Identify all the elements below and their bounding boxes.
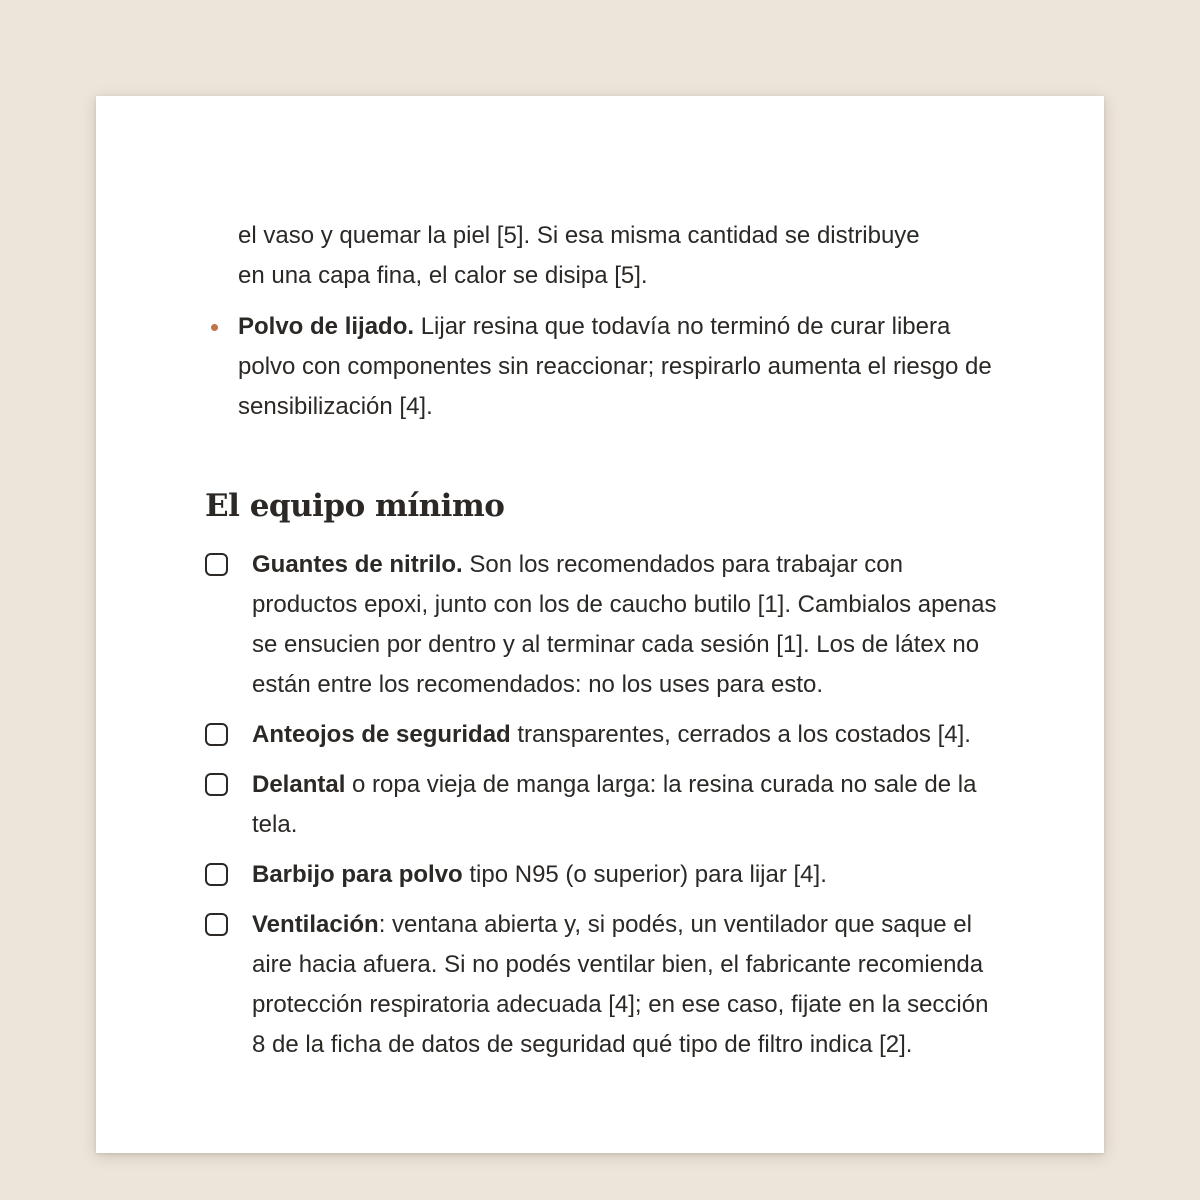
equipment-checklist: [205, 545, 1005, 1065]
checkbox[interactable]: [205, 553, 228, 576]
document-page: [96, 96, 1104, 1153]
checklist-item-title: Anteojos de seguridad: [252, 721, 511, 748]
checkbox[interactable]: [205, 863, 228, 886]
checkbox[interactable]: [205, 913, 228, 936]
checkbox[interactable]: [205, 773, 228, 796]
checklist-item-delantal: [205, 765, 1005, 845]
checklist-item-text: transparentes, cerrados a los costados [4].: [510, 721, 971, 748]
section-heading: El equipo mínimo: [205, 488, 505, 524]
paragraph-line: el vaso y quemar la piel [5]. Si esa misma cantidad se distribuye: [238, 222, 920, 249]
checklist-item-guantes: [205, 545, 1005, 705]
checklist-item-text: o ropa vieja de manga larga: la resina curada no sale de la tela.: [252, 771, 977, 838]
checklist-item-barbijo: [205, 855, 1005, 895]
bullet-item-text: Lijar resina que todavía no terminó de curar libera polvo con componentes sin reaccionar; respirarlo aumenta el riesgo de sensibilización [4].: [238, 313, 992, 420]
bullet-item-polvo-de-lijado: [205, 307, 1005, 427]
checklist-item-text: : ventana abierta y, si podés, un ventilador que saque el aire hacia afuera. Si no podés ventilar bien, el fabricante recomienda protección respiratoria adecuada [4]; en ese caso, fijate en la sección 8 de la ficha de datos de seguridad qué tipo de filtro indica [2].: [252, 911, 989, 1058]
checklist-item-anteojos: [205, 715, 1005, 755]
checklist-item-text: Son los recomendados para trabajar con productos epoxi, junto con los de caucho butilo [1]. Cambialos apenas se ensucien por dentro y al terminar cada sesión [1]. Los de látex no están entre los recomendados: no los uses para esto.: [252, 551, 997, 698]
paragraph-line: en una capa fina, el calor se disipa [5].: [238, 262, 648, 289]
checkbox[interactable]: [205, 723, 228, 746]
bullet-item-title: Polvo de lijado.: [238, 313, 415, 340]
checklist-item-title: Delantal: [252, 771, 346, 798]
checklist-item-title: Ventilación: [252, 911, 379, 938]
previous-item-continuation: [205, 216, 1005, 296]
checklist-item-title: Barbijo para polvo: [252, 861, 463, 888]
checklist-item-ventilacion: [205, 905, 1005, 1065]
bullet-dot-icon: [211, 324, 218, 331]
checklist-item-title: Guantes de nitrilo.: [252, 551, 463, 578]
checklist-item-text: tipo N95 (o superior) para lijar [4].: [462, 861, 827, 888]
document-content: [205, 216, 1005, 1075]
